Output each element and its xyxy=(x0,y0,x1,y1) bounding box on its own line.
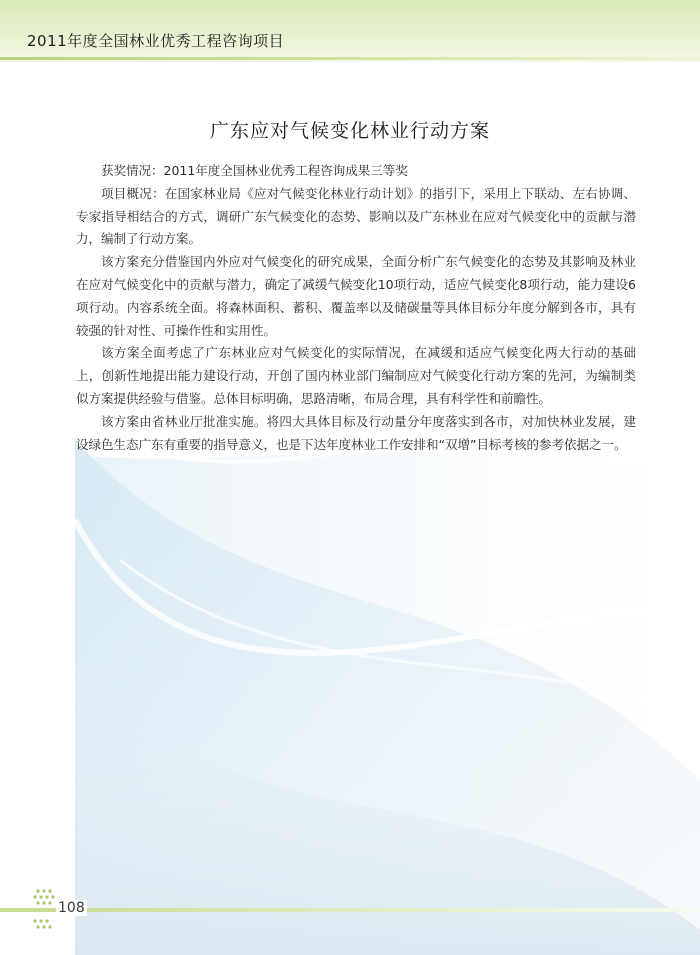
page-number: 108 xyxy=(58,900,85,916)
document-title: 广东应对气候变化林业行动方案 xyxy=(209,120,490,142)
footer-rule xyxy=(0,908,700,912)
paragraph-innovation: 该方案全面考虑了广东林业应对气候变化的实际情况，在减缓和适应气候变化两大行动的基础上，创新性地提出能力建设行动，开创了国内林业部门编制应对气候变化行动方案的先河，为编制类似方案提供经验与借鉴。总体目标明确，思路清晰，布局合理，具有科学性和前瞻性。 xyxy=(76,345,636,406)
paragraph-overview: 项目概况：在国家林业局《应对气候变化林业行动计划》的指引下，采用上下联动、左右协调、专家指导相结合的方式，调研广东气候变化的态势、影响以及广东林业在应对气候变化中的贡献与潜力，编制了行动方案。 xyxy=(76,185,636,247)
award-line: 获奖情况：2011年度全国林业优秀工程咨询成果三等奖 xyxy=(101,163,408,178)
paragraph-analysis: 该方案充分借鉴国内外应对气候变化的研究成果，全面分析广东气候变化的态势及其影响及林业在应对气候变化中的贡献与潜力，确定了减缓气候变化10项行动，适应气候变化8项行动，能力建设6项行动。内容系统全面。将森林面积、蓄积、覆盖率以及储碳量等具体目标分年度分解到各市，具有较强的针对性、可操作性和实用性。 xyxy=(76,254,636,338)
document-body xyxy=(76,160,636,456)
running-header-title: 2011年度全国林业优秀工程咨询项目 xyxy=(27,32,285,50)
paragraph-implementation: 该方案由省林业厅批准实施。将四大具体目标及行动量分年度落实到各市，对加快林业发展，建设绿色生态广东有重要的指导意义，也是下达年度林业工作安排和“双增”目标考核的参考依据之一。 xyxy=(76,413,636,452)
